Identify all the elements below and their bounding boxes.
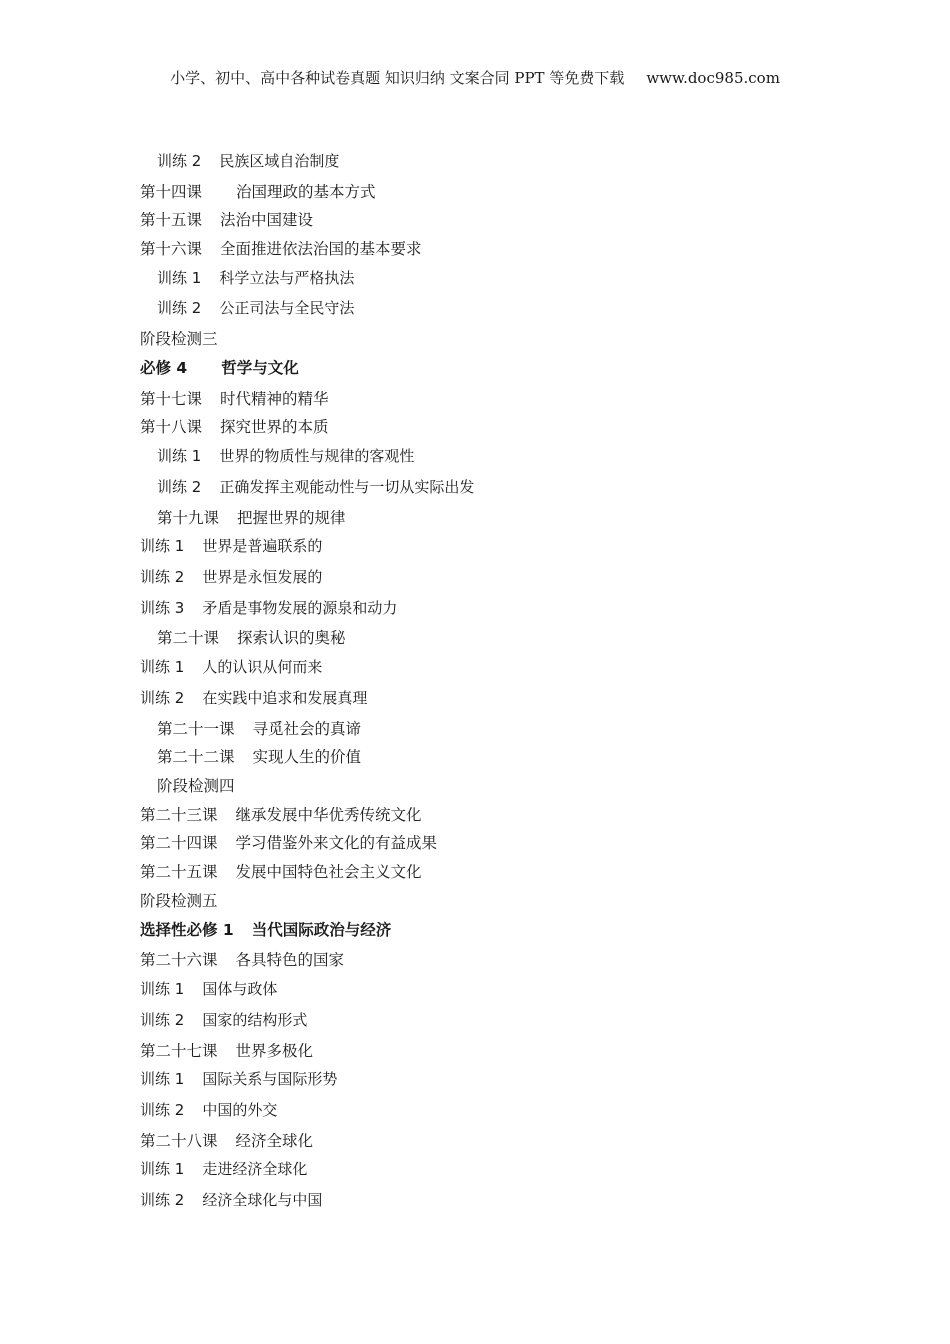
toc-section-heading: 必修 4 哲学与文化 [140,359,299,377]
toc-item: 训练 1 人的认识从何而来 [140,658,323,676]
toc-item: 训练 1 走进经济全球化 [140,1160,308,1178]
toc-item: 训练 2 中国的外交 [140,1101,278,1119]
toc-item: 第二十六课 各具特色的国家 [140,951,345,969]
toc-item: 第十五课 法治中国建设 [140,211,314,229]
toc-section-heading: 选择性必修 1 当代国际政治与经济 [140,921,392,939]
toc-item: 第十七课 时代精神的精华 [140,390,329,408]
toc-item: 阶段检测四 [157,777,235,795]
toc-item: 训练 2 世界是永恒发展的 [140,568,323,586]
toc-item: 阶段检测五 [140,892,218,910]
toc-item: 阶段检测三 [140,330,218,348]
toc-item: 第二十课 探索认识的奥秘 [157,629,346,647]
toc-item: 第十八课 探究世界的本质 [140,418,329,436]
toc-item: 第二十一课 寻觅社会的真谛 [157,720,362,738]
toc-item: 训练 2 公正司法与全民守法 [157,299,355,317]
toc-item: 训练 2 在实践中追求和发展真理 [140,689,368,707]
toc-item: 训练 2 民族区域自治制度 [157,152,340,170]
toc-item: 训练 2 正确发挥主观能动性与一切从实际出发 [157,478,475,496]
toc-item: 第二十三课 继承发展中华优秀传统文化 [140,806,422,824]
toc-item: 训练 1 世界的物质性与规律的客观性 [157,447,415,465]
toc-item: 训练 1 世界是普遍联系的 [140,537,323,555]
toc-item: 第二十二课 实现人生的价值 [157,748,362,766]
toc-item: 第二十八课 经济全球化 [140,1132,314,1150]
toc-item: 第十九课 把握世界的规律 [157,509,346,527]
toc-item: 训练 1 国体与政体 [140,980,278,998]
toc-item: 训练 1 科学立法与严格执法 [157,269,355,287]
toc-item: 训练 3 矛盾是事物发展的源泉和动力 [140,599,398,617]
toc-item: 第二十四课 学习借鉴外来文化的有益成果 [140,834,438,852]
toc-item: 第十四课 治国理政的基本方式 [140,183,376,201]
toc-item: 训练 2 国家的结构形式 [140,1011,308,1029]
header-text: 小学、初中、高中各种试卷真题 知识归纳 文案合同 PPT 等免费下载 [170,69,625,87]
header-site: www.doc985.com [646,69,780,87]
page-header [0,66,950,90]
toc-item: 第二十七课 世界多极化 [140,1042,314,1060]
toc-item: 第十六课 全面推进依法治国的基本要求 [140,240,422,258]
toc-item: 第二十五课 发展中国特色社会主义文化 [140,863,422,881]
toc-item: 训练 1 国际关系与国际形势 [140,1070,338,1088]
toc-item: 训练 2 经济全球化与中国 [140,1191,323,1209]
